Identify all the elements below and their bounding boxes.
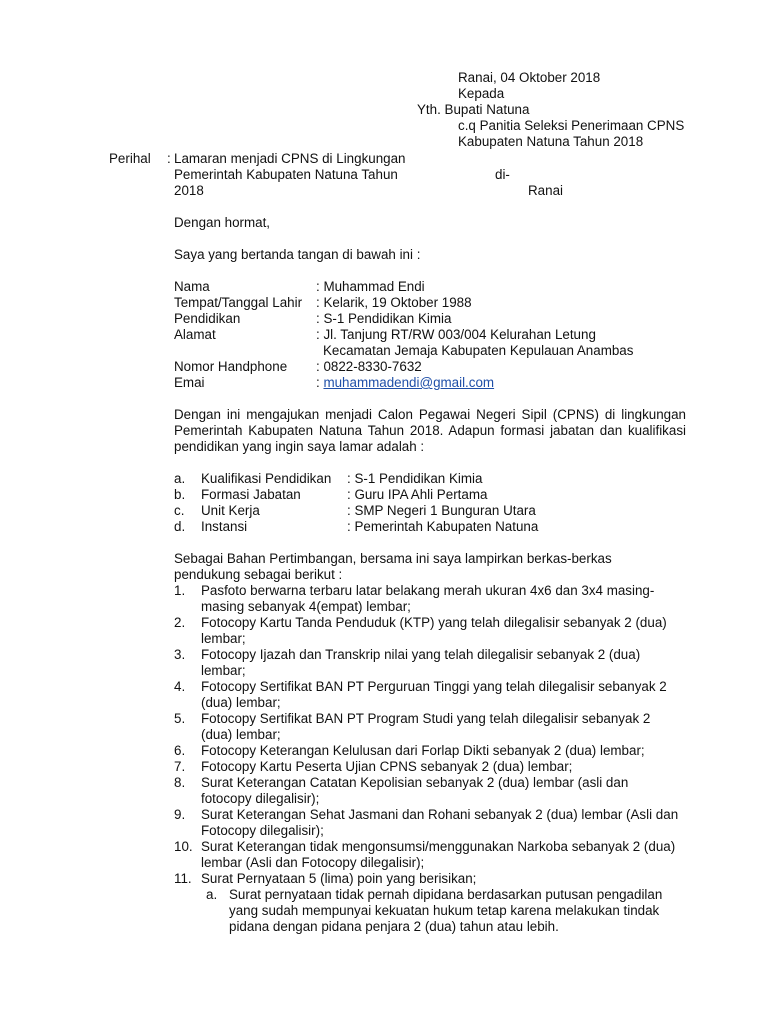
attachment-number: 1. — [174, 583, 186, 598]
identity-label-email: Emai — [174, 375, 205, 390]
formation-label: Unit Kerja — [201, 503, 260, 518]
identity-label-address: Alamat — [174, 327, 216, 342]
attachment-text: Surat Keterangan tidak mengonsumsi/menggunakan Narkoba sebanyak 2 (dua) lembar (Asli dan Fotocopy dilegalisir); — [201, 839, 676, 870]
formation-letter: d. — [174, 519, 186, 534]
attachment-number: 7. — [174, 759, 186, 774]
attachment-text: Surat Keterangan Catatan Kepolisian sebanyak 2 (dua) lembar (asli dan fotocopy dilegalisir); — [201, 775, 629, 806]
formation-value: : S-1 Pendidikan Kimia — [347, 471, 483, 486]
attachment-number: 11. — [174, 871, 192, 886]
perihal-colon: : — [167, 151, 171, 166]
attachment-text: Fotocopy Keterangan Kelulusan dari Forlap Dikti sebanyak 2 (dua) lembar; — [201, 743, 645, 758]
attachments-intro: Sebagai Bahan Pertimbangan, bersama ini saya lampirkan berkas-berkas pendukung sebagai berikut : — [174, 551, 612, 582]
attachment-number: 3. — [174, 647, 186, 662]
attachment-text: Fotocopy Kartu Tanda Penduduk (KTP) yang telah dilegalisir sebanyak 2 (dua) lembar; — [201, 615, 667, 646]
identity-value-birth: : Kelarik, 19 Oktober 1988 — [316, 295, 472, 310]
attachment-text: Surat Pernyataan 5 (lima) poin yang berisikan; — [201, 871, 477, 886]
destination-city: Ranai — [528, 183, 563, 198]
addressee-cq: c.q Panitia Seleksi Penerimaan CPNS — [458, 118, 685, 133]
identity-label-name: Nama — [174, 279, 210, 294]
di-label: di- — [495, 167, 510, 182]
addressee: Yth. Bupati Natuna — [417, 102, 530, 117]
formation-value: : SMP Negeri 1 Bunguran Utara — [347, 503, 536, 518]
attachment-text: Fotocopy Sertifikat BAN PT Program Studi yang telah dilegalisir sebanyak 2 (dua) lembar; — [201, 711, 651, 742]
subitem-letter: a. — [206, 887, 218, 902]
attachment-number: 2. — [174, 615, 186, 630]
email-colon: : — [316, 375, 324, 390]
attachment-text: Pasfoto berwarna terbaru latar belakang merah ukuran 4x6 dan 3x4 masing-masing sebanyak 4(empat) lembar; — [201, 583, 655, 614]
identity-value-email — [316, 375, 494, 391]
identity-value-education: : S-1 Pendidikan Kimia — [316, 311, 452, 326]
perihal-line-1: Lamaran menjadi CPNS di Lingkungan — [174, 151, 406, 166]
place-date: Ranai, 04 Oktober 2018 — [458, 70, 601, 85]
formation-value: : Pemerintah Kabupaten Natuna — [347, 519, 539, 534]
attachment-text: Fotocopy Sertifikat BAN PT Perguruan Tinggi yang telah dilegalisir sebanyak 2 (dua) lembar; — [201, 679, 667, 710]
application-paragraph: Dengan ini mengajukan menjadi Calon Pegawai Negeri Sipil (CPNS) di lingkungan Pemerintah Kabupaten Natuna Tahun 2018. Adapun formasi jabatan dan kualifikasi pendidikan yang ingin saya lamar adalah : — [174, 407, 686, 454]
perihal-line-3: 2018 — [174, 183, 204, 198]
attachment-number: 4. — [174, 679, 186, 694]
identity-value-address-2: Kecamatan Jemaja Kabupaten Kepulauan Anambas — [323, 343, 634, 358]
formation-letter: a. — [174, 471, 186, 486]
addressee-committee: Kabupaten Natuna Tahun 2018 — [458, 134, 644, 149]
attachment-number: 6. — [174, 743, 186, 758]
attachment-number: 9. — [174, 807, 186, 822]
greeting: Dengan hormat, — [174, 215, 271, 230]
identity-label-education: Pendidikan — [174, 311, 241, 326]
formation-letter: c. — [174, 503, 185, 518]
attachment-text: Fotocopy Ijazah dan Transkrip nilai yang telah dilegalisir sebanyak 2 (dua) lembar; — [201, 647, 641, 678]
formation-value: : Guru IPA Ahli Pertama — [347, 487, 488, 502]
perihal-label: Perihal — [109, 151, 151, 166]
attachment-text: Fotocopy Kartu Peserta Ujian CPNS sebanyak 2 (dua) lembar; — [201, 759, 573, 774]
identity-label-phone: Nomor Handphone — [174, 359, 288, 374]
identity-value-phone: : 0822-8330-7632 — [316, 359, 422, 374]
identity-value-address: : Jl. Tanjung RT/RW 003/004 Kelurahan Letung — [316, 327, 596, 342]
attachment-number: 5. — [174, 711, 186, 726]
attachment-number: 10. — [174, 839, 193, 854]
formation-label: Instansi — [201, 519, 248, 534]
intro-text: Saya yang bertanda tangan di bawah ini : — [174, 247, 421, 262]
attachment-text: Surat Keterangan Sehat Jasmani dan Rohani sebanyak 2 (dua) lembar (Asli dan Fotocopy dilegalisir); — [201, 807, 679, 838]
kepada-label: Kepada — [458, 86, 505, 101]
formation-label: Formasi Jabatan — [201, 487, 301, 502]
identity-label-birth: Tempat/Tanggal Lahir — [174, 295, 303, 310]
attachment-number: 8. — [174, 775, 186, 790]
subitem-text: Surat pernyataan tidak pernah dipidana berdasarkan putusan pengadilan yang sudah mempunyai kekuatan hukum tetap karena melakukan tindak pidana dengan pidana penjara 2 (dua) tahun atau lebih. — [229, 887, 663, 934]
formation-letter: b. — [174, 487, 186, 502]
perihal-line-2: Pemerintah Kabupaten Natuna Tahun — [174, 167, 398, 182]
identity-value-name: : Muhammad Endi — [316, 279, 425, 294]
email-link[interactable]: muhammadendi@gmail.com — [323, 375, 495, 390]
formation-label: Kualifikasi Pendidikan — [201, 471, 332, 486]
